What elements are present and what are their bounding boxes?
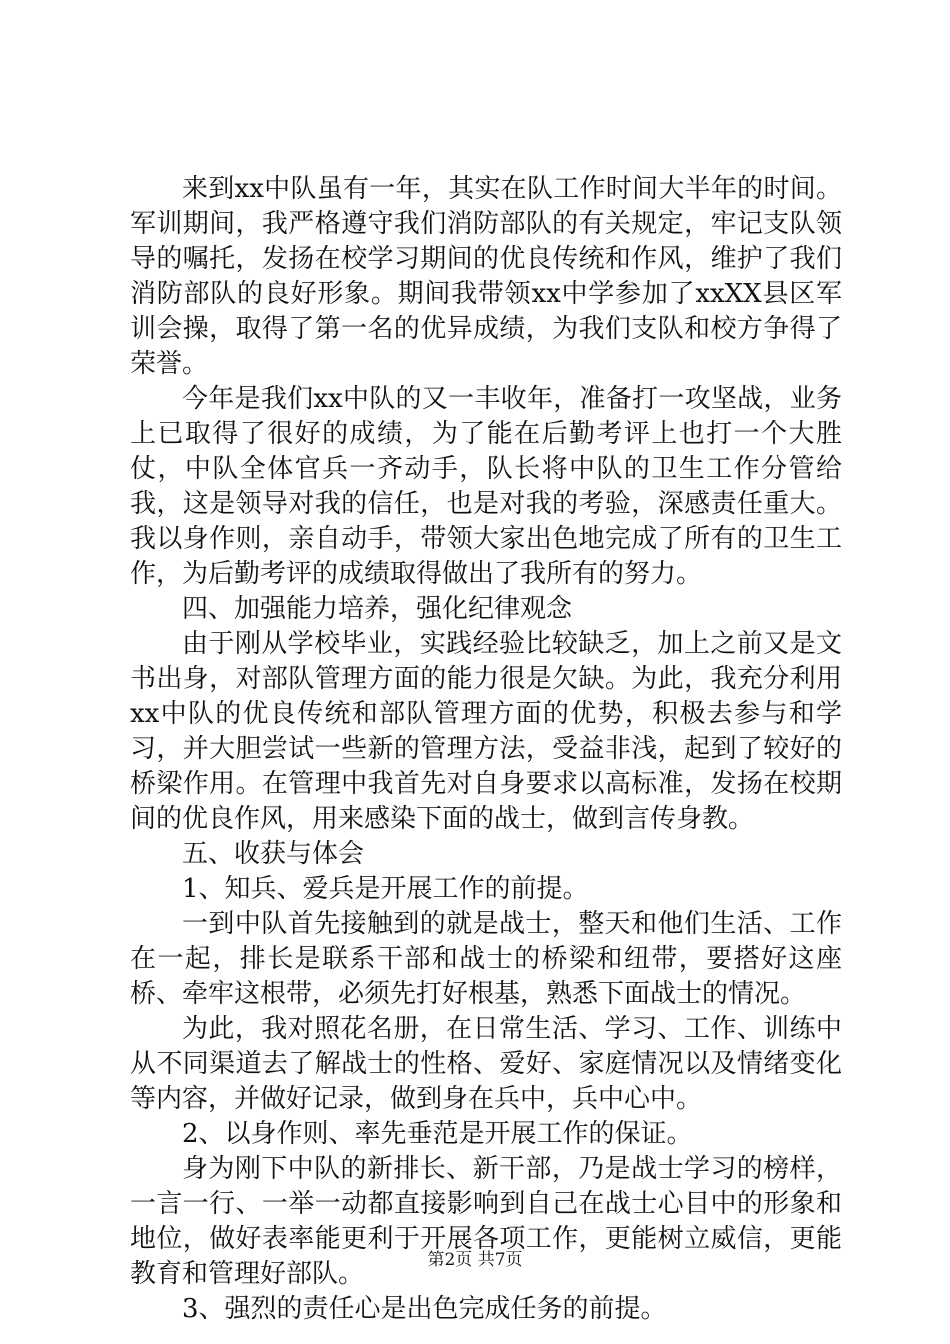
subheading-3: 3、强烈的责任心是出色完成任务的前提。 bbox=[182, 1294, 667, 1324]
section-heading-4: 四、加强能力培养，强化纪律观念 bbox=[182, 594, 573, 624]
paragraph-4: 一到中队首先接触到的就是战士，整天和他们生活、工作在一起，排长是联系干部和战士的桥梁和纽带，要搭好这座桥、牵牢这根带，必须先打好根基，熟悉下面战士的情况。 bbox=[130, 909, 842, 1009]
paragraph-5: 为此，我对照花名册，在日常生活、学习、工作、训练中从不同渠道去了解战士的性格、爱好、家庭情况以及情绪变化等内容，并做好记录，做到身在兵中，兵中心中。 bbox=[130, 1014, 842, 1114]
paragraph-3: 由于刚从学校毕业，实践经验比较缺乏，加上之前又是文书出身，对部队管理方面的能力很是欠缺。为此，我充分利用xx中队的优良传统和部队管理方面的优势，积极去参与和学习，并大胆尝试一些新的管理方法，受益非浅，起到了较好的桥梁作用。在管理中我首先对自身要求以高标准，发扬在校期间的优良作风，用来感染下面的战士，做到言传身教。 bbox=[130, 629, 842, 834]
paragraph-2: 今年是我们xx中队的又一丰收年，准备打一攻坚战，业务上已取得了很好的成绩，为了能在后勤考评上也打一个大胜仗，中队全体官兵一齐动手，队长将中队的卫生工作分管给我，这是领导对我的信任，也是对我的考验，深感责任重大。我以身作则，亲自动手，带领大家出色地完成了所有的卫生工作，为后勤考评的成绩取得做出了我所有的努力。 bbox=[130, 384, 842, 589]
page-footer: 第2页 共7页 bbox=[427, 1250, 523, 1270]
paragraph-6: 身为刚下中队的新排长、新干部，乃是战士学习的榜样，一言一行、一举一动都直接影响到自己在战士心目中的形象和地位，做好表率能更利于开展各项工作，更能树立威信，更能教育和管理好部队。 bbox=[130, 1154, 842, 1289]
document-body bbox=[130, 172, 842, 1327]
subheading-2: 2、以身作则、率先垂范是开展工作的保证。 bbox=[182, 1119, 693, 1149]
subheading-1: 1、知兵、爱兵是开展工作的前提。 bbox=[182, 874, 589, 904]
section-heading-5: 五、收获与体会 bbox=[182, 839, 365, 869]
paragraph-1: 来到xx中队虽有一年，其实在队工作时间大半年的时间。军训期间，我严格遵守我们消防部队的有关规定，牢记支队领导的嘱托，发扬在校学习期间的优良传统和作风，维护了我们消防部队的良好形象。期间我带领xx中学参加了xxXX县区军训会操，取得了第一名的优异成绩，为我们支队和校方争得了荣誉。 bbox=[130, 174, 842, 379]
